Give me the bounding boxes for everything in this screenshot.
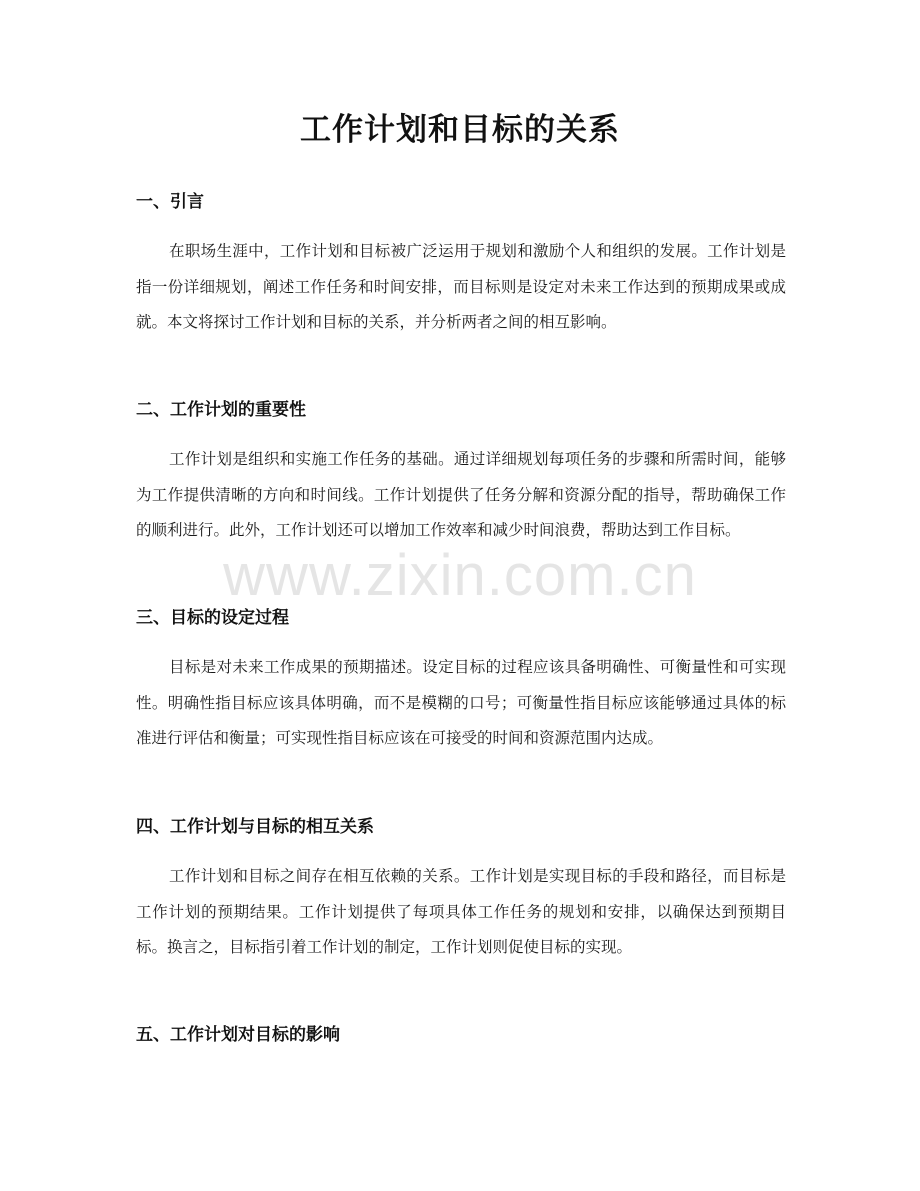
section-heading-plan-impact: 五、工作计划对目标的影响 bbox=[136, 1025, 340, 1045]
section-body-intro: 在职场生涯中，工作计划和目标被广泛运用于规划和激励个人和组织的发展。工作计划是指一份详细规划，阐述工作任务和时间安排，而目标则是设定对未来工作达到的预期成果或成就。本文将探讨工作计划和目标的关系，并分析两者之间的相互影响。 bbox=[136, 242, 786, 331]
section-body-relationship: 工作计划和目标之间存在相互依赖的关系。工作计划是实现目标的手段和路径，而目标是工作计划的预期结果。工作计划提供了每项具体工作任务的规划和安排，以确保达到预期目标。换言之，目标指引着工作计划的制定，工作计划则促使目标的实现。 bbox=[136, 867, 786, 956]
section-heading-plan-importance: 二、工作计划的重要性 bbox=[136, 400, 306, 420]
section-body-goal-setting: 目标是对未来工作成果的预期描述。设定目标的过程应该具备明确性、可衡量性和可实现性。明确性指目标应该具体明确，而不是模糊的口号；可衡量性指目标应该能够通过具体的标准进行评估和衡量；可实现性指目标应该在可接受的时间和资源范围内达成。 bbox=[136, 658, 786, 747]
section-heading-relationship: 四、工作计划与目标的相互关系 bbox=[136, 817, 374, 837]
section-body-plan-importance: 工作计划是组织和实施工作任务的基础。通过详细规划每项任务的步骤和所需时间，能够为工作提供清晰的方向和时间线。工作计划提供了任务分解和资源分配的指导，帮助确保工作的顺利进行。此外，工作计划还可以增加工作效率和减少时间浪费，帮助达到工作目标。 bbox=[136, 450, 786, 539]
section-heading-intro: 一、引言 bbox=[136, 192, 204, 212]
watermark: www.zixin.com.cn bbox=[223, 543, 697, 608]
section-heading-goal-setting: 三、目标的设定过程 bbox=[136, 608, 289, 628]
document-title: 工作计划和目标的关系 bbox=[300, 112, 620, 148]
